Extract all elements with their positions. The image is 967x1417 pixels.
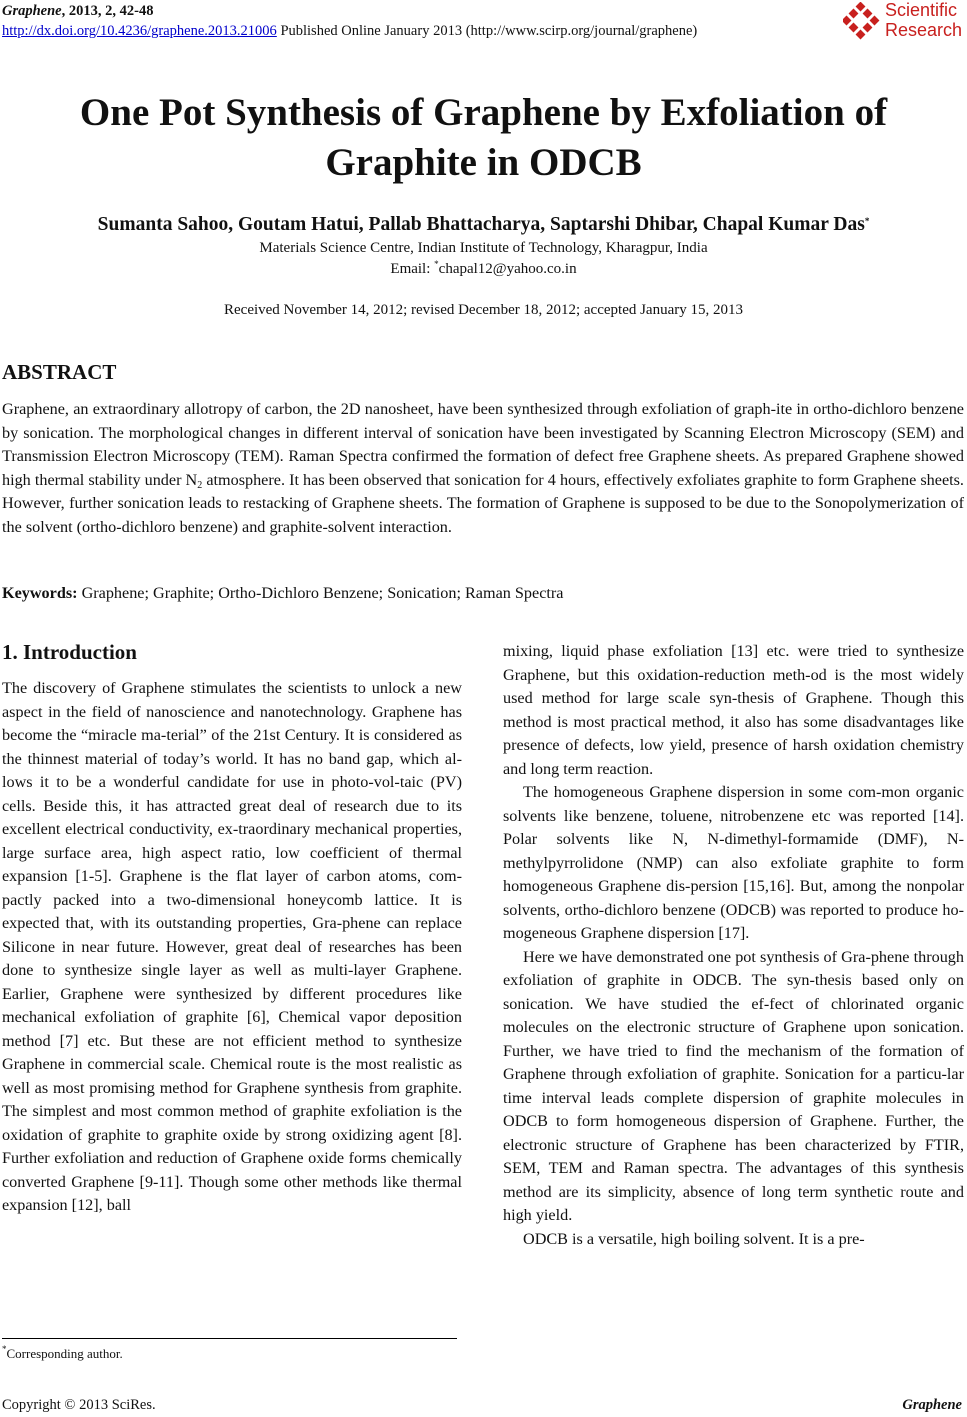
email-mark: * xyxy=(434,259,439,269)
author-list xyxy=(0,213,967,237)
intro-paragraph-1: The discovery of Graphene stimulates the scientists to unlock a new aspect in the field of nanoscience and nanotechnology. Graphene has become the “miracle ma-terial” of the 21st Century. It is considered as the thinnest material of today’s world. It has no band gap, which al-lows it to be a wonderful candidate for use in photo-vol-taic (PV) cells. Beside this, it has attracted great deal of research due to its excellent electrical conductivity, ex-traordinary mechanical properties, large surface area, high aspect ratio, low coefficient of thermal expansion [1-5]. Graphene is the flat layer of carbon atoms, com-pactly packed into a two-dimensional honeycomb lattice. It is expected that, with its outstanding properties, Gra-phene can replace Silicone in near future. However, great deal of researches has been done to synthesize single layer as well as multi-layer Graphene. Earlier, Graphene were synthesized by different procedures like mechanical exfoliation of graphite [6], Chemical vapor deposition method [7] etc. But these are not efficient method to synthesize Graphene in commercial scale. Chemical route is the most realistic as well as most promising method for Graphene synthesis from graphite. The simplest and most common method of graphite exfoliation is the oxidation of graphite to graphite oxide by strong oxidizing agent [8]. Further exfoliation and reduction of Graphene oxide forms chemically converted Graphene [9-11]. Though some other methods like thermal expansion [12], ball xyxy=(2,679,462,1214)
paper-title xyxy=(0,88,967,188)
copyright: Copyright © 2013 SciRes. xyxy=(2,1397,156,1413)
footnote-mark: * xyxy=(2,1344,7,1354)
footnote-divider xyxy=(2,1338,457,1339)
intro-paragraph-3: Here we have demonstrated one pot synthesis of Gra-phene through exfoliation of graphite in ODCB. The syn-thesis based only on sonication. We have studied the ef-fect of chlorinated organic molecules on the electronic structure of Graphene upon sonication. Further, we have tried to find the mechanism of the formation of Graphene through exfoliation of graphite. Sonication for a particu-lar time interval leads complete dispersion of graphite molecules in ODCB to form homogeneous dispersion of Graphene. Further, the electronic structure of Graphene has been characterized by FTIR, SEM, TEM and Raman spectra. The advantages of this synthesis method are its simplicity, absence of long term synthetic route and high yield. xyxy=(503,947,964,1224)
abstract-heading: ABSTRACT xyxy=(2,360,117,384)
corresponding-mark: * xyxy=(864,216,870,226)
doi-link[interactable]: http://dx.doi.org/10.4236/graphene.2013.21006 xyxy=(2,23,277,39)
footnote xyxy=(2,1345,123,1363)
abstract-text-part2: atmosphere. It has been observed that sonication for 4 hours, effectively exfoliates graphite to form Graphene sheets. However, further sonication leads to restacking of Graphene sheets. The formation of Graphene is supposed to be due to the Sonopolymerization of the solvent (ortho-dichloro benzene) and graphite-solvent interaction. xyxy=(2,470,964,536)
section-heading-introduction: 1. Introduction xyxy=(2,640,137,664)
right-column xyxy=(503,640,964,1251)
received-dates: Received November 14, 2012; revised December 18, 2012; accepted January 15, 2013 xyxy=(224,302,743,318)
footnote-text: Corresponding author. xyxy=(6,1346,123,1361)
logo-diamond-icon xyxy=(843,2,881,42)
scientific-research-logo xyxy=(843,0,967,44)
journal-issue: , 2013, 2, 42-48 xyxy=(61,3,154,19)
intro-paragraph-1-continued: mixing, liquid phase exfoliation [13] etc. were tried to synthesize Graphene, but this oxidation-reduction meth-od is the most widely used method for large scale syn-thesis of Graphene. Though this method is most practical method, it also has some disadvantages like presence of defects, low yield, presence of harsh oxidation chemistry and long term reaction. xyxy=(503,642,964,778)
email-label: Email: xyxy=(390,261,435,277)
logo-text-line1: Scientific xyxy=(885,0,958,20)
intro-paragraph-4: ODCB is a versatile, high boiling solvent. It is a pre- xyxy=(523,1229,865,1248)
logo-text-line2: Research xyxy=(885,20,963,40)
left-column xyxy=(2,677,462,1218)
published-text: Published Online January 2013 (http://www.scirp.org/journal/graphene) xyxy=(276,23,698,39)
keywords-label: Keywords: xyxy=(2,584,78,602)
doi-line xyxy=(2,21,962,41)
affiliation: Materials Science Centre, Indian Institute of Technology, Kharagpur, India xyxy=(259,240,708,256)
keywords xyxy=(2,582,964,604)
abstract-subscript: 2 xyxy=(197,479,203,491)
intro-paragraph-2: The homogeneous Graphene dispersion in some com-mon organic solvents like benzene, toluene, nitrobenzene etc was reported [14]. Polar solvents like N, N-dimethyl-formamide (DMF), N-methylpyrrolidone (NMP) can also exfoliate graphite to form homogeneous Graphene dis-persion [15,16]. But, among the nonpolar solvents, ortho-dichloro benzene (ODCB) was reported to produce ho-mogeneous Graphene dispersion [17]. xyxy=(503,783,964,942)
author-names: Sumanta Sahoo, Goutam Hatui, Pallab Bhattacharya, Saptarshi Dhibar, Chapal Kumar Das xyxy=(97,214,865,235)
title-line2: Graphite in ODCB xyxy=(325,141,642,184)
author-email xyxy=(0,259,967,279)
abstract-body xyxy=(2,398,964,539)
journal-header xyxy=(2,1,962,41)
footer-journal-name: Graphene xyxy=(902,1397,962,1413)
journal-citation xyxy=(2,1,962,21)
journal-name: Graphene xyxy=(2,3,62,19)
keywords-text: Graphene; Graphite; Ortho-Dichloro Benzene; Sonication; Raman Spectra xyxy=(77,584,564,602)
abstract-text-part1: Graphene, an extraordinary allotropy of carbon, the 2D nanosheet, have been synthesized through exfoliation of graph-ite in ortho-dichloro benzene by sonication. The morphological changes in different interval of sonication have been investigated by Scanning Electron Microscopy (SEM) and Transmission Electron Microscopy (TEM). Raman Spectra confirmed the formation of defect free Graphene sheets. As prepared Graphene showed high thermal stability under N xyxy=(2,400,964,489)
title-line1: One Pot Synthesis of Graphene by Exfoliation of xyxy=(79,91,888,134)
email-address[interactable]: chapal12@yahoo.co.in xyxy=(438,261,577,277)
